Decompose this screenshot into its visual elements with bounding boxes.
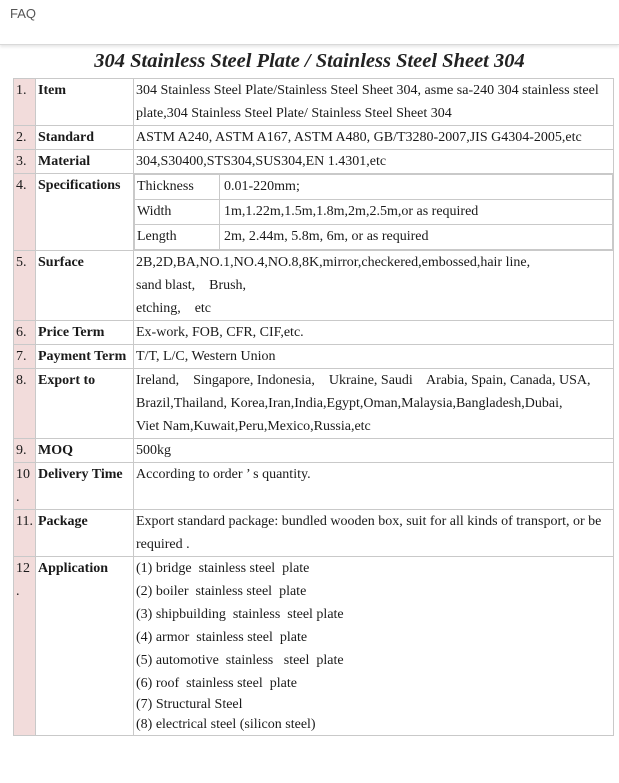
spec-value: 2m, 2.44m, 5.8m, 6m, or as required — [220, 225, 613, 250]
value-line: (5) automotive stainless steel plate — [136, 653, 344, 668]
row-label: Price Term — [36, 321, 134, 345]
row-value: 500kg — [134, 439, 614, 463]
spec-row-length — [135, 225, 613, 250]
row-value — [134, 557, 614, 736]
row-number: 12. — [14, 557, 36, 736]
value-line: Ireland, Singapore, Indonesia, Ukraine, Saudi Arabia, Spain, Canada, USA, — [136, 373, 591, 388]
row-number: 5. — [14, 251, 36, 321]
row-label: Surface — [36, 251, 134, 321]
table-row-application — [14, 557, 614, 736]
row-number: 7. — [14, 345, 36, 369]
table-row-package — [14, 510, 614, 557]
specifications-cell — [134, 174, 614, 251]
table-row-payment-term — [14, 345, 614, 369]
row-number: 2. — [14, 126, 36, 150]
row-value: T/T, L/C, Western Union — [134, 345, 614, 369]
row-value: 304,S30400,STS304,SUS304,EN 1.4301,etc — [134, 150, 614, 174]
value-line: (3) shipbuilding stainless steel plate — [136, 607, 344, 622]
row-number: 11. — [14, 510, 36, 557]
table-row-surface — [14, 251, 614, 321]
value-line: (6) roof stainless steel plate — [136, 676, 297, 691]
spec-name: Width — [135, 200, 220, 225]
value-line: Viet Nam,Kuwait,Peru,Mexico,Russia,etc — [136, 419, 371, 434]
row-value — [134, 251, 614, 321]
row-number: 3. — [14, 150, 36, 174]
row-number: 9. — [14, 439, 36, 463]
row-number: 4. — [14, 174, 36, 251]
row-label: Material — [36, 150, 134, 174]
row-number: 10. — [14, 463, 36, 510]
table-row-moq — [14, 439, 614, 463]
table-row-price-term — [14, 321, 614, 345]
row-value: Export standard package: bundled wooden box, suit for all kinds of transport, or be required . — [134, 510, 614, 557]
value-line: (1) bridge stainless steel plate — [136, 561, 310, 576]
spec-value: 1m,1.22m,1.5m,1.8m,2m,2.5m,or as required — [220, 200, 613, 225]
value-line: (8) electrical steel (silicon steel) — [136, 717, 316, 732]
value-line: (2) boiler stainless steel plate — [136, 584, 307, 599]
row-label: Application — [36, 557, 134, 736]
value-line: sand blast, Brush, — [136, 278, 247, 293]
row-value: According to order ’ s quantity. — [134, 463, 614, 510]
row-value: ASTM A240, ASTM A167, ASTM A480, GB/T3280-2007,JIS G4304-2005,etc — [134, 126, 614, 150]
table-row-item — [14, 79, 614, 126]
row-number: 8. — [14, 369, 36, 439]
table-row-standard — [14, 126, 614, 150]
row-number: 1. — [14, 79, 36, 126]
row-label: MOQ — [36, 439, 134, 463]
spec-row-width — [135, 200, 613, 225]
row-label: Payment Term — [36, 345, 134, 369]
spec-table — [13, 78, 614, 736]
row-label: Standard — [36, 126, 134, 150]
row-value: 304 Stainless Steel Plate/Stainless Steel Sheet 304, asme sa-240 304 stainless steel plate,304 Stainless Steel Plate/ Stainless Steel Sheet 304 — [134, 79, 614, 126]
top-bar — [0, 0, 619, 45]
specifications-subtable — [134, 174, 613, 250]
value-line: (7) Structural Steel — [136, 697, 243, 712]
row-number: 6. — [14, 321, 36, 345]
value-line: 2B,2D,BA,NO.1,NO.4,NO.8,8K,mirror,checkered,embossed,hair line, — [136, 255, 531, 270]
value-line: Brazil,Thailand, Korea,Iran,India,Egypt,Oman,Malaysia,Bangladesh,Dubai, — [136, 396, 563, 411]
value-line: (4) armor stainless steel plate — [136, 630, 308, 645]
row-label: Specifications — [36, 174, 134, 251]
faq-link[interactable]: FAQ — [10, 6, 37, 21]
row-label: Item — [36, 79, 134, 126]
spec-name: Length — [135, 225, 220, 250]
table-row-delivery-time — [14, 463, 614, 510]
spec-name: Thickness — [135, 175, 220, 200]
table-row-export-to — [14, 369, 614, 439]
row-label: Delivery Time — [36, 463, 134, 510]
row-value: Ex-work, FOB, CFR, CIF,etc. — [134, 321, 614, 345]
value-line: etching, etc — [136, 301, 212, 316]
spec-row-thickness — [135, 175, 613, 200]
table-row-specifications — [14, 174, 614, 251]
spec-value: 0.01-220mm; — [220, 175, 613, 200]
page-title: 304 Stainless Steel Plate / Stainless Steel Sheet 304 — [94, 50, 525, 72]
row-label: Export to — [36, 369, 134, 439]
row-label: Package — [36, 510, 134, 557]
row-value — [134, 369, 614, 439]
table-row-material — [14, 150, 614, 174]
